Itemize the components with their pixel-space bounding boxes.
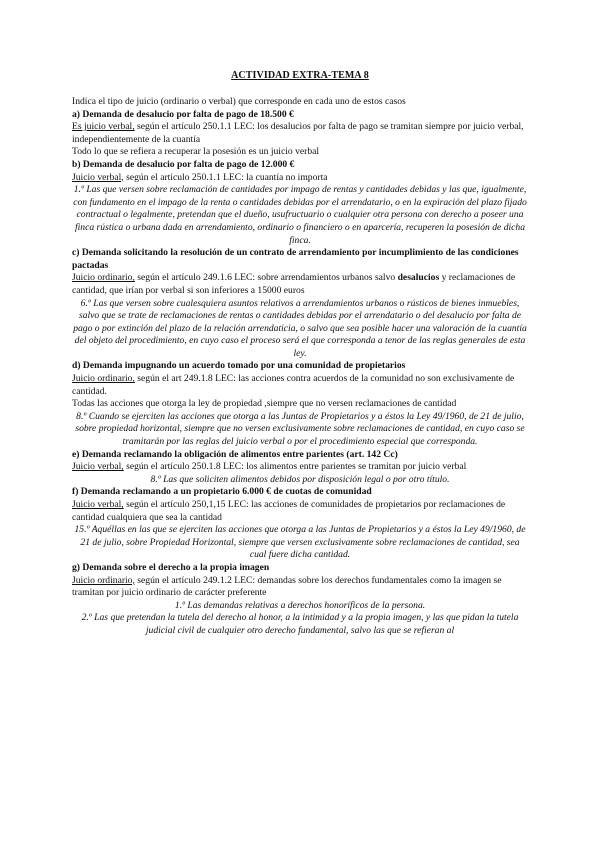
- answer-a-extra: Todo lo que se refiera a recuperar la posesión es un juicio verbal: [72, 146, 320, 158]
- answer-c: [72, 272, 528, 297]
- answer-e-text: según el artículo 250.1.8 LEC: los alimentos entre parientes se tramitan por juicio verbal: [123, 461, 467, 473]
- answer-a: [72, 121, 528, 146]
- heading-f: f) Demanda reclamando a un propietario 6.000 € de cuotas de comunidad: [72, 486, 372, 498]
- answer-g: [72, 575, 528, 600]
- heading-d: d) Demanda impugnando un acuerdo tomado por una comunidad de propietarios: [72, 360, 406, 372]
- quote-c: 6.º Las que versen sobre cualesquiera asuntos relativos a arrendamientos urbanos o rústicos de bienes inmuebles, salvo que se trate de reclamaciones de rentas o cantidades debidas por el arrendatario o del desalucio por falta de pago o por extinción del plazo de la relación arrendaticia, o salvo que sea posible hacer una valoración de la cuantía del objeto del procedimiento, en cuyo caso el proceso será el que corresponda a tenor de las reglas generales de esta ley.: [73, 297, 527, 359]
- answer-c-lead: Juicio ordinario,: [72, 272, 135, 284]
- answer-f-lead: Juicio verbal,: [72, 499, 124, 510]
- quote-f: 15.º Aquéllas en las que se ejerciten las acciones que otorga a las Juntas de Propietarios y a éstos la Ley 49/1960, de 21 de julio, sobre Propiedad Horizontal, siempre que versen exclusivamente sobre reclamaciones de cantidad, sea cual fuere dicha cantidad.: [74, 524, 526, 561]
- answer-f-text: según el artículo 250,1,15 LEC: las acciones de comunidades de propietarios por reclamaciones de cantidad cualquiera que sea la cantidad: [72, 499, 506, 523]
- answer-d: [72, 373, 528, 398]
- quote-e: 8.º Las que soliciten alimentos debidos por disposición legal o por otro título.: [150, 473, 450, 485]
- answer-e-lead: Juicio verbal,: [72, 461, 124, 473]
- answer-b-text: según el artículo 250.1.1 LEC: la cuantía no importa: [123, 171, 328, 183]
- answer-d-lead: Juicio ordinario,: [72, 373, 135, 385]
- answer-g-lead: Juicio ordinario,: [72, 574, 135, 586]
- heading-c: c) Demanda solicitando la resolución de un contrato de arrendamiento por incumplimiento de las condiciones pactadas: [72, 247, 519, 271]
- answer-a-lead: Es juicio verbal,: [72, 121, 135, 133]
- answer-c-bold: desalucios: [397, 272, 440, 284]
- answer-f: [72, 499, 528, 524]
- answer-d-extra: Todas las acciones que otorga la ley de propiedad ,siempre que no versen reclamaciones de cantidad: [72, 398, 457, 410]
- heading-g: g) Demanda sobre el derecho a la propia imagen: [72, 561, 270, 573]
- quote-g-1: 1.º Las demandas relativas a derechos honoríficos de la persona.: [174, 599, 426, 611]
- heading-b: b) Demanda de desalucio por falta de pago de 12.000 €: [72, 158, 295, 170]
- answer-c-text-1: según el artículo 249.1.6 LEC: sobre arrendamientos urbanos salvo: [134, 272, 398, 284]
- heading-a: a) Demanda de desalucio por falta de pago de 18.500 €: [72, 108, 294, 120]
- quote-d: 8.º Cuando se ejerciten las acciones que otorga a las Juntas de Propietarios y a éstos la Ley 49/1960, de 21 de julio, sobre propiedad horizontal, siempre que no versen exclusivamente sobre reclamaciones de cantidad, en cuyo caso se tramitarán por las reglas del juicio verbal o por el procedimiento especial que corresponda.: [75, 410, 525, 448]
- answer-e: [72, 461, 528, 474]
- answer-d-text: según el art 249.1.8 LEC: las acciones contra acuerdos de la comunidad no son exclusivamente de cantidad.: [72, 373, 515, 397]
- intro-text: Indica el tipo de juicio (ordinario o verbal) que corresponde en cada uno de estos casos: [72, 96, 406, 107]
- heading-e: e) Demanda reclamando la obligación de alimentos entre parientes (art. 142 Cc): [72, 448, 398, 460]
- document-title: ACTIVIDAD EXTRA-TEMA 8: [231, 70, 369, 81]
- quote-g-2: 2.º Las que pretendan la tutela del derecho al honor, a la intimidad y a la propia imagen, y las que pidan la tutela judicial civil de cualquier otro derecho fundamental, salvo las que se refieran al: [81, 612, 519, 636]
- quote-b: 1.º Las que versen sobre reclamación de cantidades por impago de rentas y cantidades debidas y las que, igualmente, con fundamento en el impago de la renta o cantidades debidas por el arrendatario, o en la expiración del plazo fijado contractual o legalmente, pretendan que el dueño, usufructuario o cualquier otra persona con derecho a poseer una finca rústica o urbana dada en arrendamiento, ordinario o financiero o en aparcería, recuperen la posesión de dicha finca.: [73, 184, 527, 246]
- document-body: [72, 96, 528, 638]
- answer-a-text: según el artículo 250.1.1 LEC: los desalucios por falta de pago se tramitan siempre por juicio verbal, independientemente de la cuantía: [72, 121, 524, 145]
- answer-g-text: según el artículo 249.1.2 LEC: demandas sobre los derechos fundamentales como la imagen se tramitan por juicio ordinario de carácter preferente: [72, 574, 502, 599]
- answer-c-text-2: y reclamaciones de cantidad, que irían por verbal si son inferiores a 15000 euros: [72, 272, 516, 296]
- answer-b-lead: Juicio verbal,: [72, 171, 124, 183]
- answer-b: [72, 172, 528, 185]
